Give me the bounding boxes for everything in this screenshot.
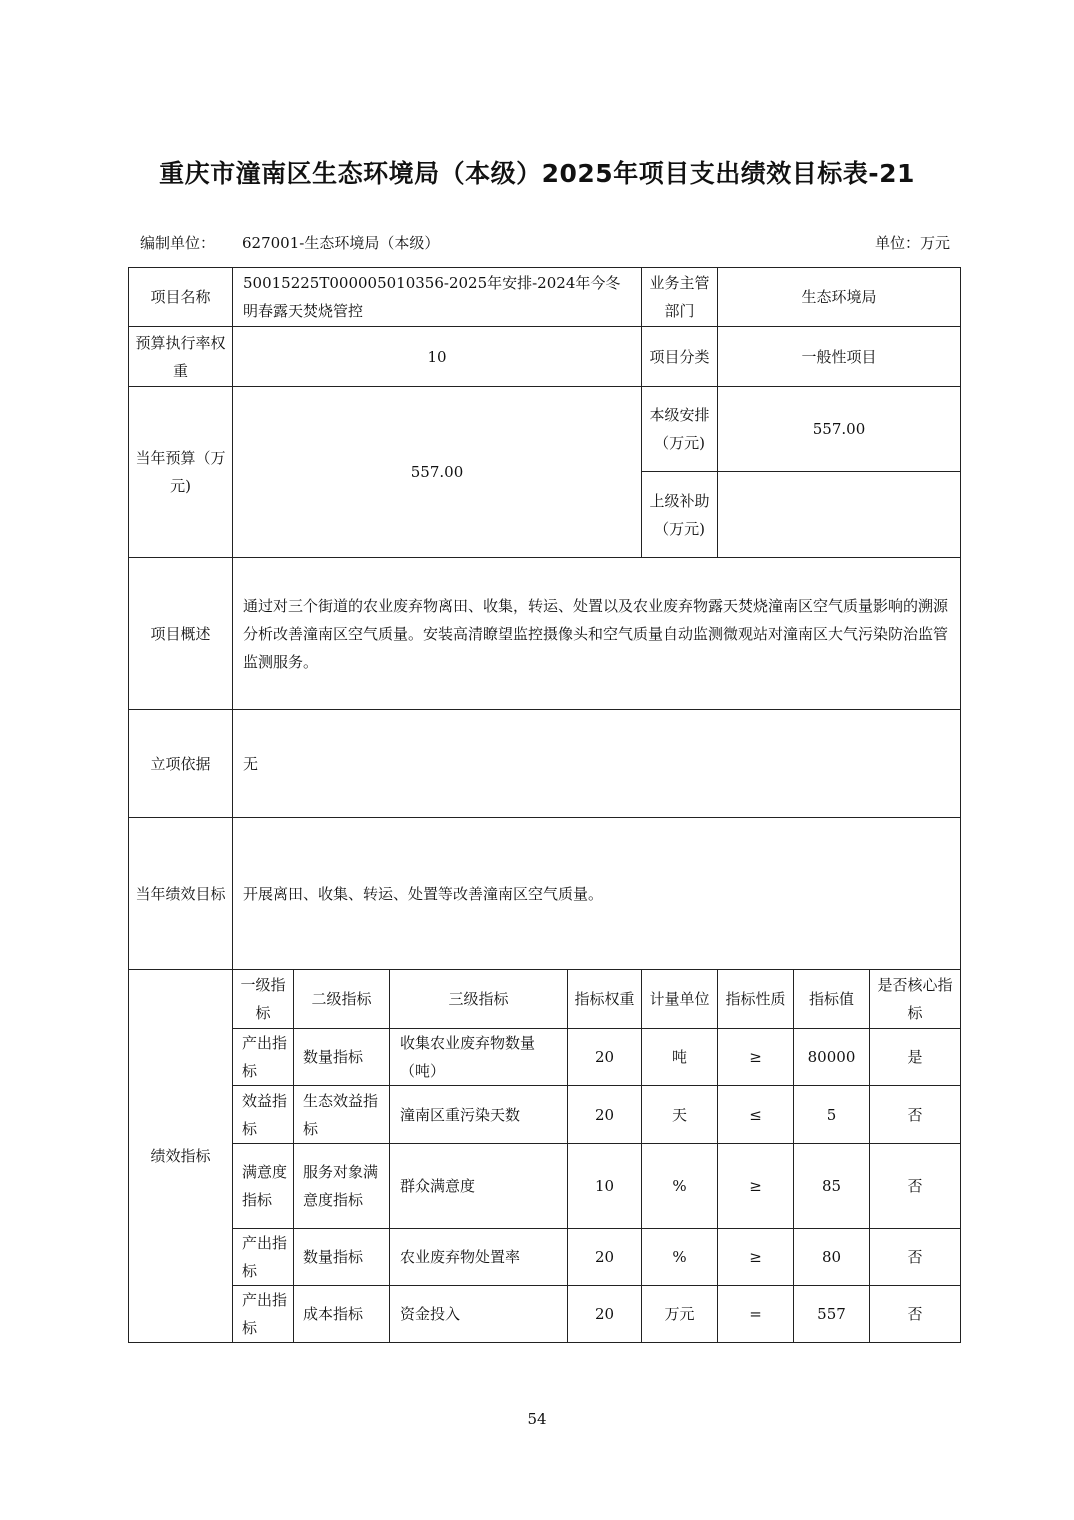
indicator-unit: 万元 <box>642 1286 718 1343</box>
indicator-header-row <box>129 970 961 1029</box>
indicator-level3: 潼南区重污染天数 <box>390 1086 568 1144</box>
indicator-nature: = <box>718 1286 794 1343</box>
indicator-weight: 10 <box>568 1144 642 1229</box>
indicator-unit: % <box>642 1229 718 1286</box>
budget-value: 557.00 <box>233 387 642 558</box>
header-level1: 一级指标 <box>233 970 294 1029</box>
upper-value <box>718 472 961 558</box>
indicator-level1: 效益指标 <box>233 1086 294 1144</box>
indicator-level2: 成本指标 <box>294 1286 390 1343</box>
indicator-value: 80000 <box>794 1029 870 1086</box>
indicator-nature: ≤ <box>718 1086 794 1144</box>
indicator-level2: 数量指标 <box>294 1229 390 1286</box>
row-budget-local <box>129 387 961 472</box>
header-core: 是否核心指标 <box>870 970 961 1029</box>
indicator-level2: 数量指标 <box>294 1029 390 1086</box>
project-name-value: 50015225T000005010356-2025年安排-2024年今冬明春露天焚烧管控 <box>233 268 642 327</box>
header-weight: 指标权重 <box>568 970 642 1029</box>
indicator-level2: 服务对象满意度指标 <box>294 1144 390 1229</box>
basis-value: 无 <box>233 710 961 818</box>
indicator-level3: 农业废弃物处置率 <box>390 1229 568 1286</box>
indicator-value: 80 <box>794 1229 870 1286</box>
indicator-core: 是 <box>870 1029 961 1086</box>
local-value: 557.00 <box>718 387 961 472</box>
indicator-core: 否 <box>870 1144 961 1229</box>
indicator-level2: 生态效益指标 <box>294 1086 390 1144</box>
indicator-value: 5 <box>794 1086 870 1144</box>
category-value: 一般性项目 <box>718 327 961 387</box>
goal-label: 当年绩效目标 <box>129 818 233 970</box>
indicator-row <box>129 1086 961 1144</box>
dept-value: 生态环境局 <box>718 268 961 327</box>
weight-label: 预算执行率权重 <box>129 327 233 387</box>
indicator-level3: 资金投入 <box>390 1286 568 1343</box>
project-name-label: 项目名称 <box>129 268 233 327</box>
indicator-level1: 产出指标 <box>233 1286 294 1343</box>
indicator-weight: 20 <box>568 1286 642 1343</box>
indicator-unit: % <box>642 1144 718 1229</box>
compiling-unit-value: 627001-生态环境局（本级） <box>242 234 440 252</box>
indicators-section-label: 绩效指标 <box>129 970 233 1343</box>
overview-value: 通过对三个街道的农业废弃物离田、收集，转运、处置以及农业废弃物露天焚烧潼南区空气质量影响的溯源分析改善潼南区空气质量。安装高清瞭望监控摄像头和空气质量自动监测微观站对潼南区大气污染防治监管监测服务。 <box>233 558 961 710</box>
indicator-nature: ≥ <box>718 1229 794 1286</box>
performance-table <box>128 267 961 1343</box>
category-label: 项目分类 <box>642 327 718 387</box>
indicator-row <box>129 1144 961 1229</box>
indicator-row <box>129 1029 961 1086</box>
indicator-row <box>129 1229 961 1286</box>
indicator-level1: 产出指标 <box>233 1229 294 1286</box>
indicator-value: 557 <box>794 1286 870 1343</box>
row-basis <box>129 710 961 818</box>
row-project-name <box>129 268 961 327</box>
indicator-unit: 吨 <box>642 1029 718 1086</box>
weight-value: 10 <box>233 327 642 387</box>
compiling-unit <box>140 232 439 253</box>
budget-label: 当年预算（万元) <box>129 387 233 558</box>
goal-value: 开展离田、收集、转运、处置等改善潼南区空气质量。 <box>233 818 961 970</box>
indicator-level1: 产出指标 <box>233 1029 294 1086</box>
local-label: 本级安排（万元) <box>642 387 718 472</box>
indicator-weight: 20 <box>568 1086 642 1144</box>
overview-label: 项目概述 <box>129 558 233 710</box>
indicator-row <box>129 1286 961 1343</box>
indicator-weight: 20 <box>568 1029 642 1086</box>
header-unit: 计量单位 <box>642 970 718 1029</box>
indicator-level1: 满意度指标 <box>233 1144 294 1229</box>
basis-label: 立项依据 <box>129 710 233 818</box>
dept-label: 业务主管部门 <box>642 268 718 327</box>
currency-unit: 单位：万元 <box>874 234 950 252</box>
indicator-core: 否 <box>870 1086 961 1144</box>
indicator-unit: 天 <box>642 1086 718 1144</box>
indicator-weight: 20 <box>568 1229 642 1286</box>
indicator-level3: 收集农业废弃物数量（吨） <box>390 1029 568 1086</box>
row-weight <box>129 327 961 387</box>
indicator-core: 否 <box>870 1286 961 1343</box>
header-value: 指标值 <box>794 970 870 1029</box>
header-level3: 三级指标 <box>390 970 568 1029</box>
row-goal <box>129 818 961 970</box>
indicator-core: 否 <box>870 1229 961 1286</box>
compiling-unit-label: 编制单位： <box>140 234 216 252</box>
page-number: 54 <box>527 1410 547 1428</box>
indicator-nature: ≥ <box>718 1029 794 1086</box>
row-overview <box>129 558 961 710</box>
upper-label: 上级补助（万元) <box>642 472 718 558</box>
header-level2: 二级指标 <box>294 970 390 1029</box>
indicator-value: 85 <box>794 1144 870 1229</box>
indicator-nature: ≥ <box>718 1144 794 1229</box>
page-title: 重庆市潼南区生态环境局（本级）2025年项目支出绩效目标表-21 <box>159 159 915 188</box>
header-nature: 指标性质 <box>718 970 794 1029</box>
indicator-level3: 群众满意度 <box>390 1144 568 1229</box>
